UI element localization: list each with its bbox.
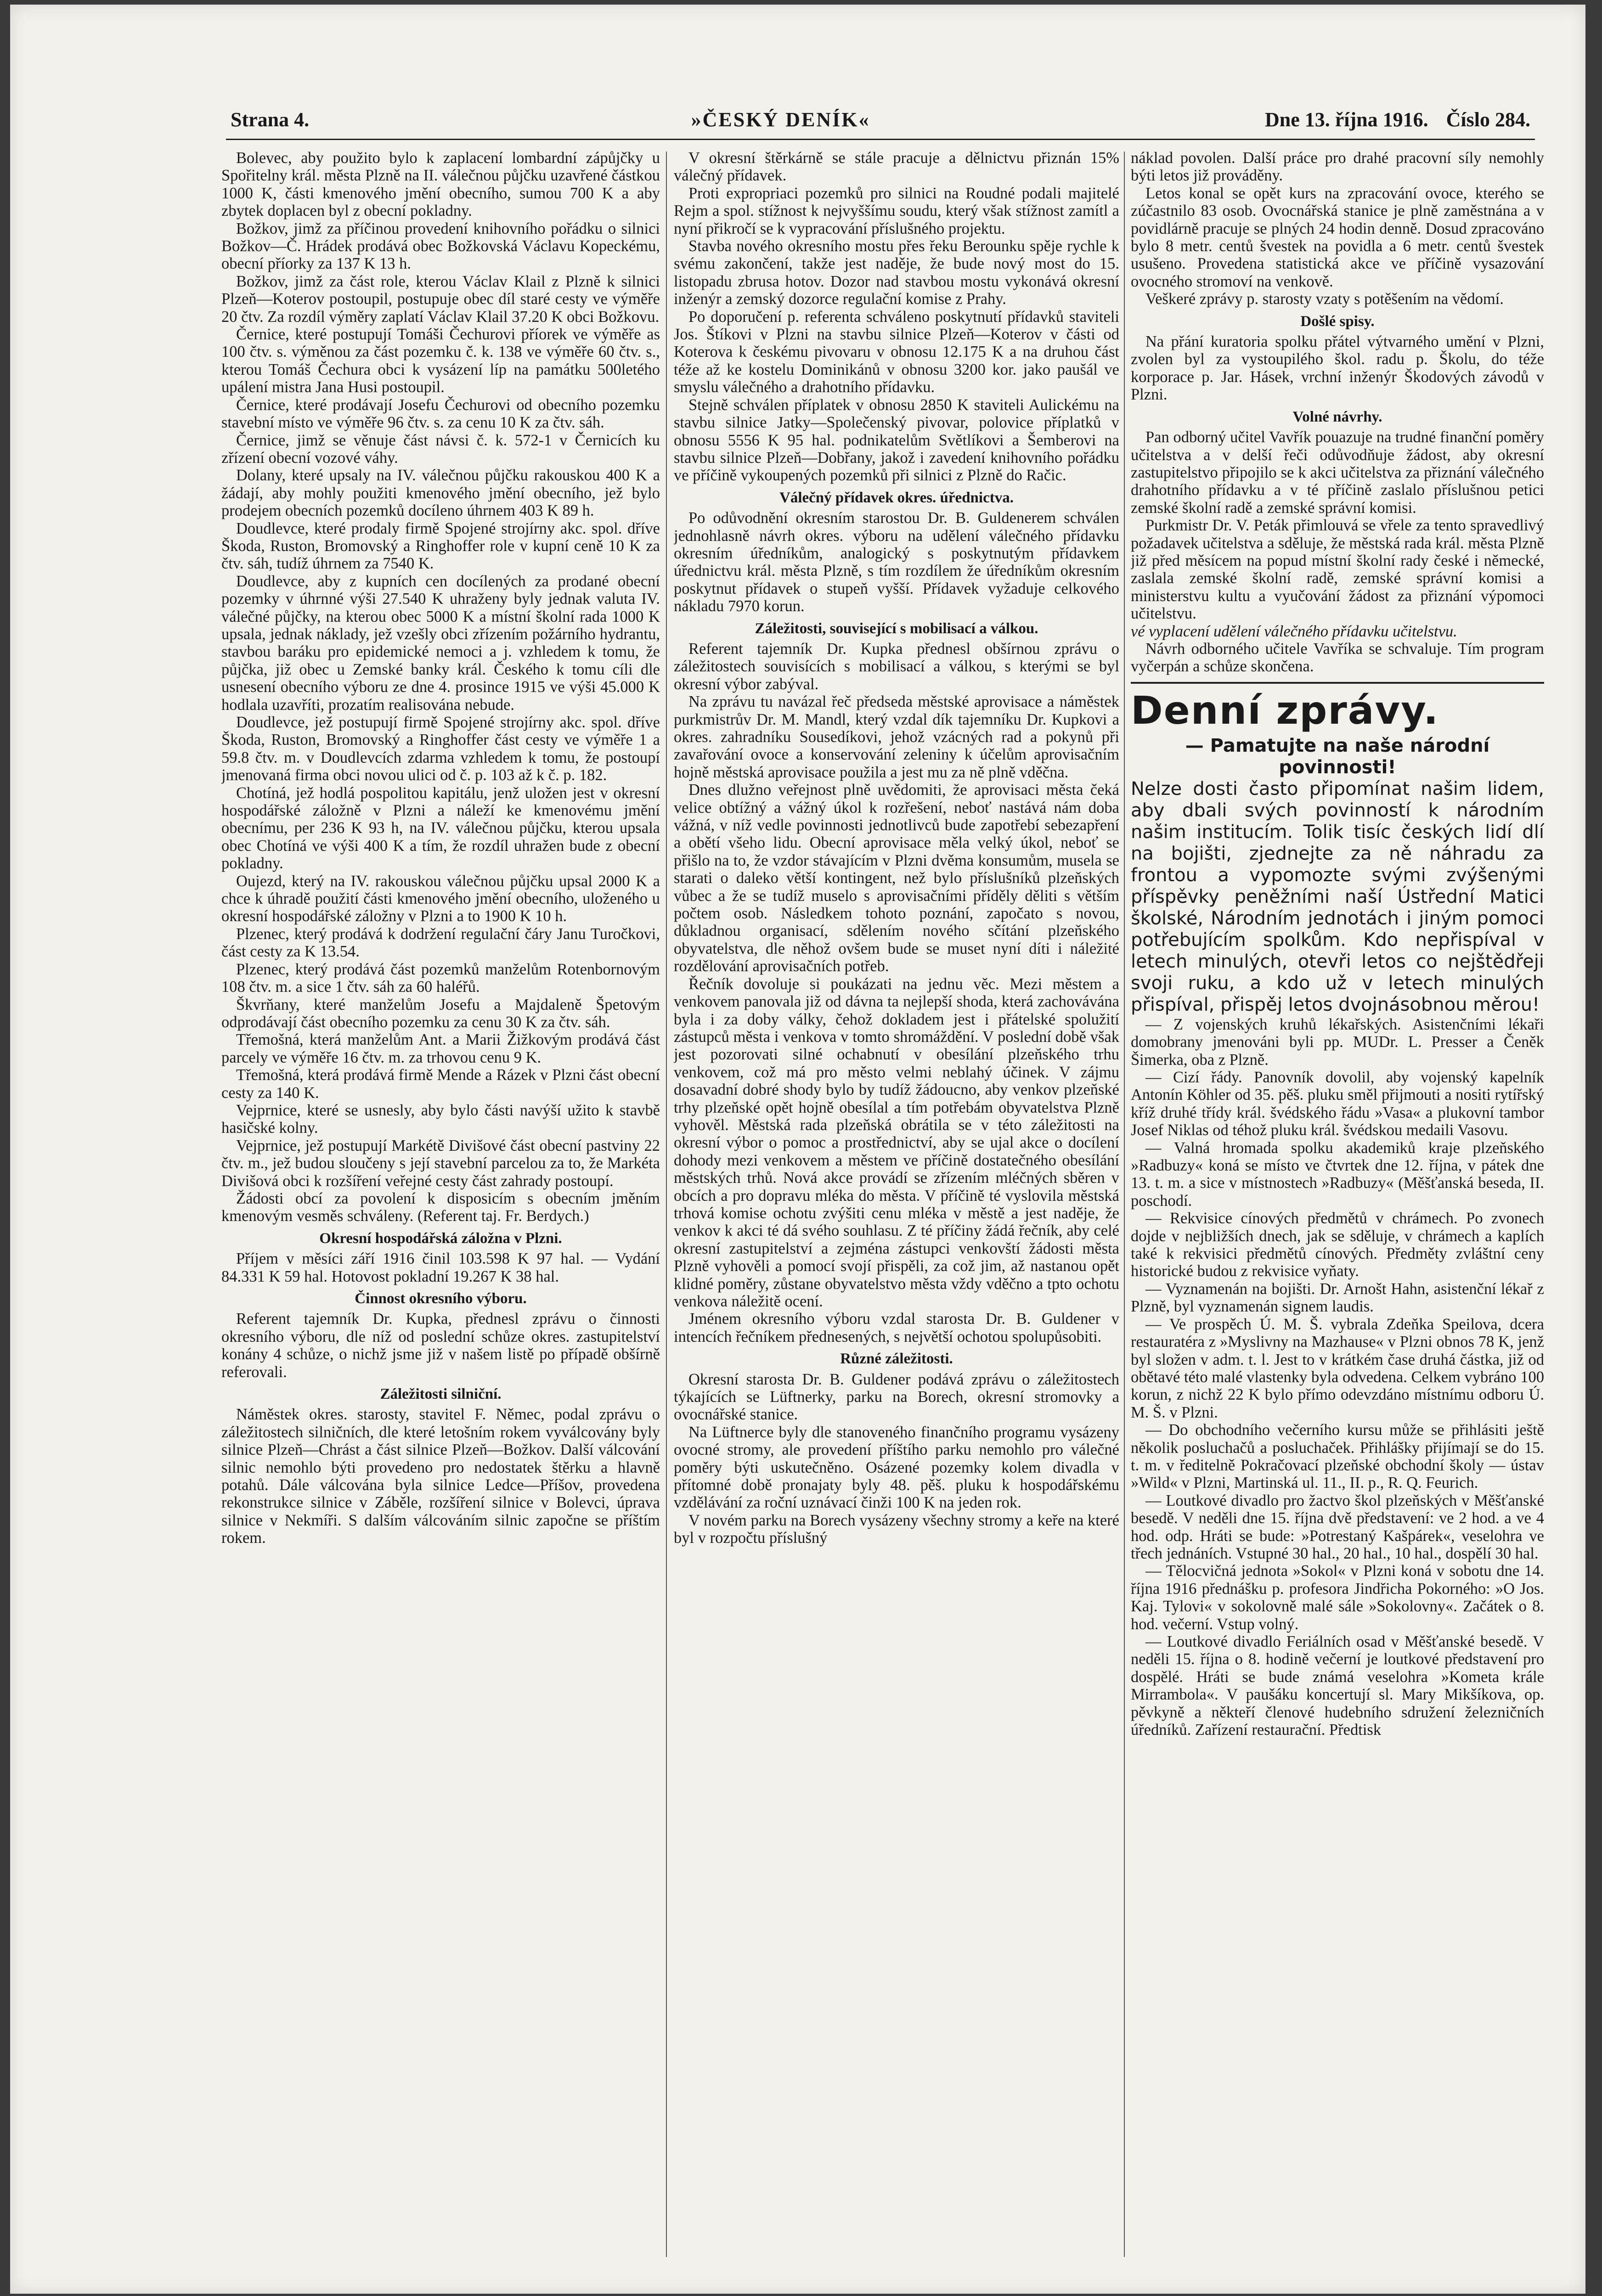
paragraph: Škvrňany, které manželům Josefu a Majdaleně Špetovým odprodávají část obecního pozemku za cenu 30 K za čtv. sáh. <box>221 996 660 1031</box>
paragraph: — Loutkové divadlo pro žactvo škol plzeňských v Měšťanské besedě. V neděli dne 15. října dvě představení: ve 2 hod. a ve 4 hod. odp. Hráti se bude: »Potrestaný Kašpárek«, veselohra ve třech jednáních. Vstupné 30 hal., 20 hal., 10 hal., dospělí 30 hal. <box>1131 1491 1544 1562</box>
paragraph: Náměstek okres. starosty, stavitel F. Němec, podal zprávu o záležitostech silničních, dle které letošním rokem vyválcovány byly silnice Plzeň—Chrást a část silnice Plzeň—Božkov. Další válcování silnic nemohlo býti provedeno pro nedostatek štěrku a hlavně potahů. Dále válcována byla silnice Ledce—Příšov, provedena rekonstrukce silnice v Záběle, rozšíření silnice v Bolevci, úprava silnice v Nekmíři. S dalším válcováním silnic započne se příštím rokem. <box>221 1406 660 1547</box>
section-heading: Okresní hospodářská záložna v Plzni. <box>319 1230 562 1247</box>
paragraph: Třemošná, která prodává firmě Mende a Rázek v Plzni část obecní cesty za 140 K. <box>221 1066 660 1102</box>
paragraph: Řečník dovoluje si poukázati na jednu věc. Mezi městem a venkovem panovala již od dávna ta nejlepší shoda, která zachovávána byla i za doby války, čehož dokladem jest i přátelské spolužití zástupců města i venkova v tomto shromáždění. V poslední době však jest pozorovati silné ochabnutí v obesílání plzeňského trhu venkovem, což má pro město velmi neblahý účinek. V zájmu dosavadní dobré shody bylo by tudíž žádoucno, aby venkov plzeňské trhy plzeňské opět hojně obesílal a tím potřebám obyvatelstva Plzně vyhověl. Městská rada plzeňská obrátila se v této záležitosti na okresní výbor o pomoc a prostřednictví, aby se ujal akce o docílení dohody mezi venkovem a městem ve příčině dostatečného obesílání městských trhů. Nová akce provádí se zřízením mléčných sběren v obcích a pro dopravu mléka do města. V příčině té vyslovila městská trhová komise ochotu zvýšiti cenu mléka v městě a jest naděje, že venkov k akci té dá svého souhlasu. Z té příčiny žádá řečník, aby celé okresní zastupitelství a zejména zástupci venkovští žádosti města Plzně vyhověli a pomocí svojí přispěli, za což jim, až nastanou opět klidné poměry, zůstane obyvatelstvo města vždy vděčno a tpto ochotu venkova náležitě ocení. <box>674 975 1119 1310</box>
newspaper-page <box>10 5 1585 2294</box>
paragraph: Pan odborný učitel Vavřík pouazuje na trudné finanční poměry učitelstva a v delší řeči odůvodňuje žádost, aby okresní zastupitelstvo připojilo se k akci učitelstva za přiznání válečného drahotního přídavku a v té příčině zaslalo příslušnou petici zemské školní radě a zemské správní komisi. <box>1131 428 1544 517</box>
paragraph: Stejně schválen příplatek v obnosu 2850 K staviteli Aulickému na stavbu silnice Jatky—Společenský pivovar, polovice příplatků v obnosu 5556 K 95 hal. podnikatelům Světlíkovi a Šemberovi na stavbu silnice Plzeň—Dobřany, jakož i zavedení knihovního pořádku ve příčině vykoupených pozemků při silnici z Plzně do Račic. <box>674 396 1119 484</box>
paragraph: Návrh odborného učitele Vavříka se schvaluje. Tím program vyčerpán a schůze skončena. <box>1131 640 1544 675</box>
paragraph: Chotíná, jež hodlá pospolitou kapitálu, jenž uložen jest v okresní hospodářské záložně v Plzni a náleží ke kmenovému jmění obecnímu, per 236 K 93 h, na IV. válečnou půjčku, kterou upsala obec Chotíná ve výši 400 K a tím, že rozdíl uhražen bude z obecní pokladny. <box>221 784 660 872</box>
paragraph: Božkov, jimž za část role, kterou Václav Klail z Plzně k silnici Plzeň—Koterov postoupil, postupuje obec díl staré cesty ve výměře 20 čtv. Za rozdíl výměry zaplatí Václav Klail 37.20 K obci Božkovu. <box>221 272 660 326</box>
paragraph: — Tělocvičná jednota »Sokol« v Plzni koná v sobotu dne 14. října 1916 přednášku p. profesora Jindřicha Pokorného: »O Jos. Kaj. Tylovi« v sokolovně malé sále »Sokolovny«. Začátek o 8. hod. večerní. Vstup volný. <box>1131 1562 1544 1633</box>
paragraph: vé vyplacení udělení válečného přídavku učitelstvu. <box>1131 622 1457 640</box>
paragraph: Plzenec, který prodává k dodržení regulační čáry Janu Turočkovi, část cesty za K 13.54. <box>221 925 660 961</box>
section-heading: Volné návrhy. <box>1292 408 1382 425</box>
date-issue <box>1252 108 1530 131</box>
column-2 <box>674 149 1119 2262</box>
paragraph: — Ve prospěch Ú. M. Š. vybrala Zdeňka Speilova, dcera restauratéra z »Myslivny na Mazhause« v Plzni obnos 78 K, jenž byl složen v adm. t. l. Jest to v krátkém čase druhá částka, již od obětavé této malé vlastenky byla odvedena. Celkem vybráno 100 korun, z nichž 22 K bylo přímo odevzdáno místnímu odboru Ú. M. Š. v Plzni. <box>1131 1315 1544 1421</box>
paragraph: Na Lüftnerce byly dle stanoveného finančního programu vysázeny ovocné stromy, ale provedení příštího parku nemohlo pro válečné poměry býti uskutečněno. Osázené pozemky kolem divadla v přítomné době pronajaty byly 48. pěš. pluku k hospodářskému vzdělávání za roční uznávací činži 100 K na jeden rok. <box>674 1423 1119 1512</box>
paragraph: Černice, které postupují Tomáši Čechurovi příorek ve výměře as 100 čtv. s. výměnou za část pozemku č. k. 138 ve výměře 60 čtv. s., kterou Tomáš Čechura obci k vysázení líp na památku 500letého upálení mistra Jana Husi postoupil. <box>221 326 660 396</box>
paragraph: — Do obchodního večerního kursu může se přihlásiti ještě několik posluchačů a posluchaček. Přihlášky přijímají se do 15. t. m. v ředitelně Pokračovací plzeňské obchodní školy — ústav »Wild« v Plzni, Martinská ul. 11., II. p., R. Q. Feurich. <box>1131 1421 1544 1492</box>
paragraph: Příjem v měsíci září 1916 činil 103.598 K 97 hal. — Vydání 84.331 K 59 hal. Hotovost pokladní 19.267 K 38 hal. <box>221 1250 660 1285</box>
column-3 <box>1131 149 1544 2262</box>
paragraph: Vejprnice, které se usnesly, aby bylo části navýší užito k stavbě hasičské kolny. <box>221 1101 660 1137</box>
section-title: Denní zprávy. <box>1131 682 1544 732</box>
paragraph: — Valná hromada spolku akademiků kraje plzeňského »Radbuzy« koná se místo ve čtvrtek dne 12. října, v pátek dne 13. t. m. a sice v místnostech »Radbuzy« (Měšťanská beseda, II. poschodí. <box>1131 1139 1544 1210</box>
section-heading: Válečný přídavek okres. úřednictva. <box>779 489 1014 506</box>
paragraph: Černice, které prodávají Josefu Čechurovi od obecního pozemku stavební místo ve výměře 96 čtv. s. za cenu 10 K za čtv. sáh. <box>221 396 660 432</box>
paragraph: Na přání kuratoria spolku přátel výtvarného umění v Plzni, zvolen byl za vystoupilého škol. radu p. Školu, do téže korporace p. Jar. Hásek, vrchní inženýr Škodových závodů v Plzni. <box>1131 333 1544 404</box>
paragraph: Žádosti obcí za povolení k disposicím s obecním jměním kmenovým vesměs schváleny. (Referent taj. Fr. Berdych.) <box>221 1189 660 1225</box>
masthead-title: »ČESKÝ DENÍK« <box>691 108 870 131</box>
paragraph: Referent tajemník Dr. Kupka přednesl obšírnou zprávu o záležitostech souvisících s mobilisací a válkou, s kterými se byl okresní výbor zabýval. <box>674 640 1119 693</box>
paragraph: Třemošná, která manželům Ant. a Marii Žižkovým prodává část parcely ve výměře 16 čtv. m. za trhovou cenu 9 K. <box>221 1031 660 1066</box>
paragraph: Doudlevce, aby z kupních cen docílených za prodané obecní pozemky v úhrnné výši 27.540 K uhraženy byly jednak valuta IV. válečné půjčky, na kterou obec 5000 K a místní školní rada 1000 K upsala, jednak náklady, jež vzešly obci zřízením požárního hydrantu, stavbou baráku pro epidemické nemoci a j. vzhledem k tomu, že půjčka, již obec u Zemské banky král. Českého k tomu cíli dle usnesení obecního výboru ze dne 4. prosince 1915 ve výši 45.000 K hodlala uzavříti, prozatím realisována nebude. <box>221 572 660 714</box>
paragraph: Dolany, které upsaly na IV. válečnou půjčku rakouskou 400 K a žádají, aby mohly použiti kmenového jmění obecního, jež bylo prodejem obecních pozemků docíleno úhrnem 403 K 89 h. <box>221 467 660 520</box>
paragraph: Dnes dlužno veřejnost plně uvědomiti, že aprovisaci města čeká velice obtížný a vážný úkol k rozřešení, neboť nastává nám doba vážná, v níž vedle povinnosti jednotlivců bude zapotřebí sebezapření a obětí všeho lidu. Obecní aprovisace měla velký úkol, neboť se přišlo na to, že vzdor stávajícím v Plzni dvěma konsumům, musela se starati o daleko větší kontingent, než bylo příslušníků plzeňských vůbec a že se tudíž muselo s aprovisačními příděly děliti s větším počtem osob. Následkem tohoto poznání, započato s novou, důkladnou organisací, sdělením nového sčítání plzeňského obyvatelstva, dle něhož ovšem bude se muset nyní díti i náležité rozdělování aprovisačních potřeb. <box>674 781 1119 975</box>
paragraph: Proti expropriaci pozemků pro silnici na Roudné podali majitelé Rejm a spol. stížnost k nejvyššímu soudu, který však stížnost zamítl a nyní přikročí se k vypracování příslušného projektu. <box>674 184 1119 237</box>
lead-paragraph: Nelze dosti často připomínat našim lidem, aby dbali svých povinností k národním našim institucím. Tolik tisíc českých lidí dlí na bojišti, zjednejte za ně náhradu za frontou a vypomozte svými zvýšenými příspěvky peněžními naší Ústřední Matici školské, Národním jednotách i jiným pomoci potřebujícím spolkům. Kdo nepřispíval v letech minulých, otevři letos co nejštědřeji svoji ruku, a kdo už v letech minulých přispíval, přispěj letos dvojnásobnou měrou! <box>1131 778 1544 1015</box>
paragraph: — Cizí řády. Panovník dovolil, aby vojenský kapelník Antonín Köhler od 35. pěš. pluku směl přijmouti a nositi rytířský kříž druhé třídy král. švédského řádu »Vasa« a plukovní tambor Josef Niklas od téhož pluku král. švédskou medaili Vasovu. <box>1131 1069 1544 1139</box>
paragraph: — Rekvisice cínových předmětů v chrámech. Po zvonech dojde v nejbližších dnech, jak se sděluje, v chrámech a kaplích také k rekvisici předmětů cínových. Předměty zvláštní ceny historické budou z rekvisice vyňaty. <box>1131 1210 1544 1280</box>
page-number: Strana 4. <box>231 108 310 131</box>
paragraph: Stavba nového okresního mostu přes řeku Berounku spěje rychle k svému zakončení, takže jest naděje, že bude nový most do 15. listopadu zbrusa hotov. Dozor nad stavbou mostu vykonává okresní inženýr a zemský dozorce regulační komise z Prahy. <box>674 237 1119 308</box>
paragraph: Oujezd, který na IV. rakouskou válečnou půjčku upsal 2000 K a chce k úhradě použití části kmenového jmění obecního, uloženého u okresní hospodářské záložny v Plzni a to 1900 K 10 h. <box>221 872 660 925</box>
paragraph: Černice, jimž se věnuje část návsi č. k. 572-1 v Černicích ku zřízení obecní vozové váhy. <box>221 431 660 467</box>
paragraph: V novém parku na Borech vysázeny všechny stromy a keře na které byl v rozpočtu příslušný <box>674 1511 1119 1547</box>
paragraph: Plzenec, který prodává část pozemků manželům Rotenbornovým 108 čtv. m. a sice 1 čtv. sáh za 60 haléřů. <box>221 960 660 996</box>
section-heading: Různé záležitosti. <box>840 1351 953 1367</box>
section-heading: Záležitosti, související s mobilisací a válkou. <box>755 620 1038 637</box>
paragraph: Po doporučení p. referenta schváleno poskytnutí přídavků staviteli Jos. Štíkovi v Plzni na stavbu silnice Plzeň—Koterov v části od Koterova k českému pivovaru v obnosu 12.175 K a na druhou část téže až ke kostelu Dominikánů v obnosu 3200 kor. jako paušál ve smyslu válečného a drahotního přídavku. <box>674 308 1119 396</box>
paragraph: náklad povolen. Další práce pro drahé pracovní síly nemohly býti letos již prováděny. <box>1131 149 1544 185</box>
paragraph: Okresní starosta Dr. B. Guldener podává zprávu o záležitostech týkajících se Lüftnerky, parku na Borech, okresní stromovky a ovocnářské stanice. <box>674 1370 1119 1424</box>
paragraph: Referent tajemník Dr. Kupka, přednesl zprávu o činnosti okresního výboru, dle níž od poslední schůze okres. zastupitelství konány 4 schůze, o nichž jsme již v našem listě po případě obšírně referovali. <box>221 1310 660 1381</box>
column-1 <box>221 149 660 2262</box>
paragraph: V okresní štěrkárně se stále pracuje a dělnictvu přiznán 15% válečný přídavek. <box>674 149 1119 185</box>
section-heading: Činnost okresního výboru. <box>355 1290 527 1307</box>
issue-number: Číslo 284. <box>1446 108 1530 131</box>
paragraph: Letos konal se opět kurs na zpracování ovoce, kterého se zúčastnilo 83 osob. Ovocnářská stanice je plně zaměstnána a v povidlárně pracuje se plných 24 hodin denně. Dosud zpracováno bylo 8 metr. centů švestek na povidla a 6 metr. centů švestek usušeno. Provedena statistická akce ve příčině vysazování ovocného stromoví na venkově. <box>1131 184 1544 290</box>
paragraph: Vejprnice, jež postupují Markétě Divišové část obecní pastviny 22 čtv. m., jež budou sloučeny s její stavební parcelou za to, že Markéta Divišová obci k rozšíření veřejné cesty část zahrady postoupí. <box>221 1137 660 1190</box>
paragraph: Bolevec, aby použito bylo k zaplacení lombardní zápůjčky u Spořitelny král. města Plzně na II. válečnou půjčku uzavřené částkou 1000 K, části kmenového jmění obecního, sumou 700 K a aby zbytek doplacen byl z obecní pokladny. <box>221 149 660 220</box>
paragraph: Purkmistr Dr. V. Peták přimlouvá se vřele za tento spravedlivý požadavek učitelstva a sděluje, že městská rada král. města Plzně již před měsícem na popud místní školní rady české i německé, zaslala zemské školní radě, zemské správní komisi a ministerstvu kultu a vyučování žádost za přiznání výpomoci učitelstvu. <box>1131 517 1544 623</box>
paragraph: — Vyznamenán na bojišti. Dr. Arnošt Hahn, asistenční lékař z Plzně, byl vyznamenán signem laudis. <box>1131 1280 1544 1316</box>
lead-heading: — Pamatujte na naše národní povinnosti! <box>1185 735 1490 778</box>
header-rule <box>226 139 1535 140</box>
paragraph: Jménem okresního výboru vzdal starosta Dr. B. Guldener v intencích řečníkem přednesených, s největší ochotou spolupůsobiti. <box>674 1310 1119 1345</box>
paragraph: Doudlevce, které prodaly firmě Spojené strojírny akc. spol. dříve Škoda, Ruston, Bromovský a Ringhoffer role v kupní ceně 10 K za čtv. sáh, tudíž úhrnem za 7540 K. <box>221 519 660 573</box>
paragraph: — Loutkové divadlo Feriálních osad v Měšťanské besedě. V neděli 15. října o 8. hodině večerní je loutkové představení pro dospělé. Hráti se bude známá veselohra »Kometa krále Mirrambola«. V paušáku koncertují sl. Mary Mikšíkova, op. pěvkyně a někteří členové hudebního sdružení železničních úředníků. Zařízení restaurační. Předtisk <box>1131 1633 1544 1739</box>
paragraph: Veškeré zprávy p. starosty vzaty s potěšením na vědomí. <box>1145 290 1504 308</box>
paragraph: Po odůvodnění okresním starostou Dr. B. Guldenerem schválen jednohlasně návrh okres. výboru na udělení válečného přídavku okresním úředníkům, analogický s poskytnutým přídavkem úřednictvu král. města Plzně, s tím rozdílem že úředníkům okresním poskytnut přídavek o stupeň vyšší. Přídavek vyžaduje celkového nákladu 7970 korun. <box>674 509 1119 615</box>
column-divider <box>666 152 667 2257</box>
paragraph: — Z vojenských kruhů lékařských. Asistenčními lékaři domobrany jmenováni byli pp. MUDr. L. Presser a Čeněk Šimerka, oba z Plzně. <box>1131 1015 1544 1069</box>
column-divider <box>1124 152 1125 2257</box>
page-header <box>231 108 1530 135</box>
paragraph: Na zprávu tu navázal řeč předseda městské aprovisace a náměstek purkmistrův Dr. M. Mandl, který vzdal dík tajemníku Dr. Kupkovi a okres. zahradníku Sousedíkovi, jehož vzácných rad a pokynů při zavařování ovoce a konservování zeleniny k účelům aprovisačním hojně městská aprovisace použila a jest mu za ně plně vděčna. <box>674 693 1119 781</box>
paragraph: Doudlevce, jež postupují firmě Spojené strojírny akc. spol. dříve Škoda, Ruston, Bromovský a Ringhoffer část cesty ve výměře 1 a 59.8 čtv. m. v Doudlevcích zdarma vzhledem k tomu, že postoupí jmenovaná firma obci novou ulici od č. p. 103 až k č. p. 182. <box>221 714 660 784</box>
issue-date: Dne 13. října 1916. <box>1264 108 1428 131</box>
paragraph: Božkov, jimž za příčinou provedení knihovního pořádku o silnici Božkov—Č. Hrádek prodává obec Božkovská Václavu Kopeckému, obecní příorky za 137 K 13 h. <box>221 219 660 273</box>
section-heading: Došlé spisy. <box>1300 313 1375 330</box>
section-heading: Záležitosti silniční. <box>380 1386 502 1403</box>
